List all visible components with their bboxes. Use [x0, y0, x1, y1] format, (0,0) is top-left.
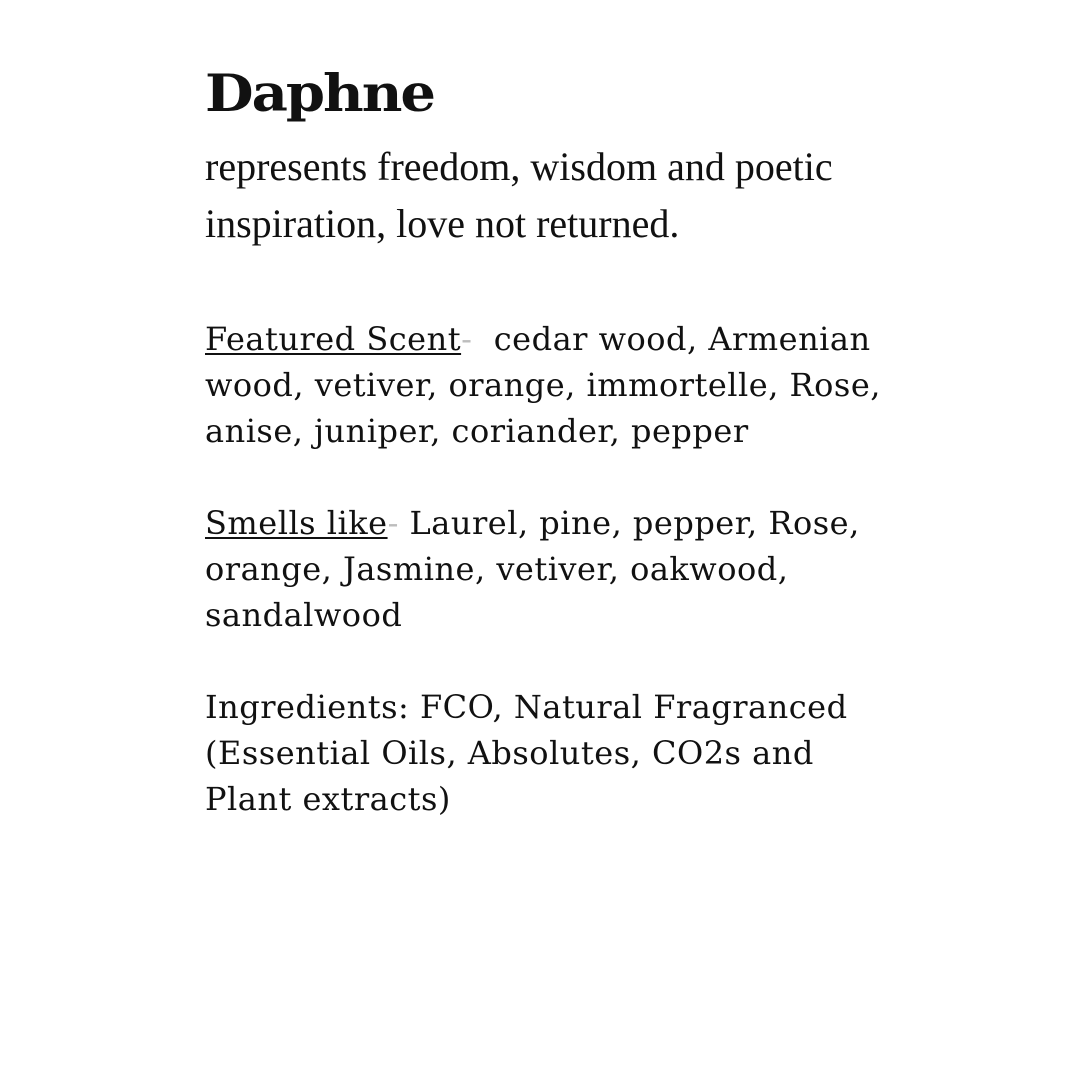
- featured-scent-text: cedar wood, Armenian wood, vetiver, orange, immortelle, Rose, anise, juniper, coriander, pepper: [205, 320, 881, 450]
- smells-like-text: Laurel, pine, pepper, Rose, orange, Jasmine, vetiver, oakwood, sandalwood: [205, 504, 860, 634]
- smells-like-separator: -: [387, 504, 399, 542]
- smells-like-section: [205, 500, 905, 638]
- ingredients-section: Ingredients: FCO, Natural Fragranced (Essential Oils, Absolutes, CO2s and Plant extracts): [205, 688, 848, 818]
- product-title: Daphne: [205, 63, 435, 125]
- product-tagline: represents freedom, wisdom and poetic inspiration, love not returned.: [205, 144, 833, 246]
- featured-scent-section: [205, 316, 905, 454]
- featured-scent-separator: -: [461, 320, 473, 358]
- featured-scent-label: Featured Scent: [205, 320, 462, 358]
- product-description: [205, 63, 905, 822]
- smells-like-label: Smells like: [205, 504, 388, 542]
